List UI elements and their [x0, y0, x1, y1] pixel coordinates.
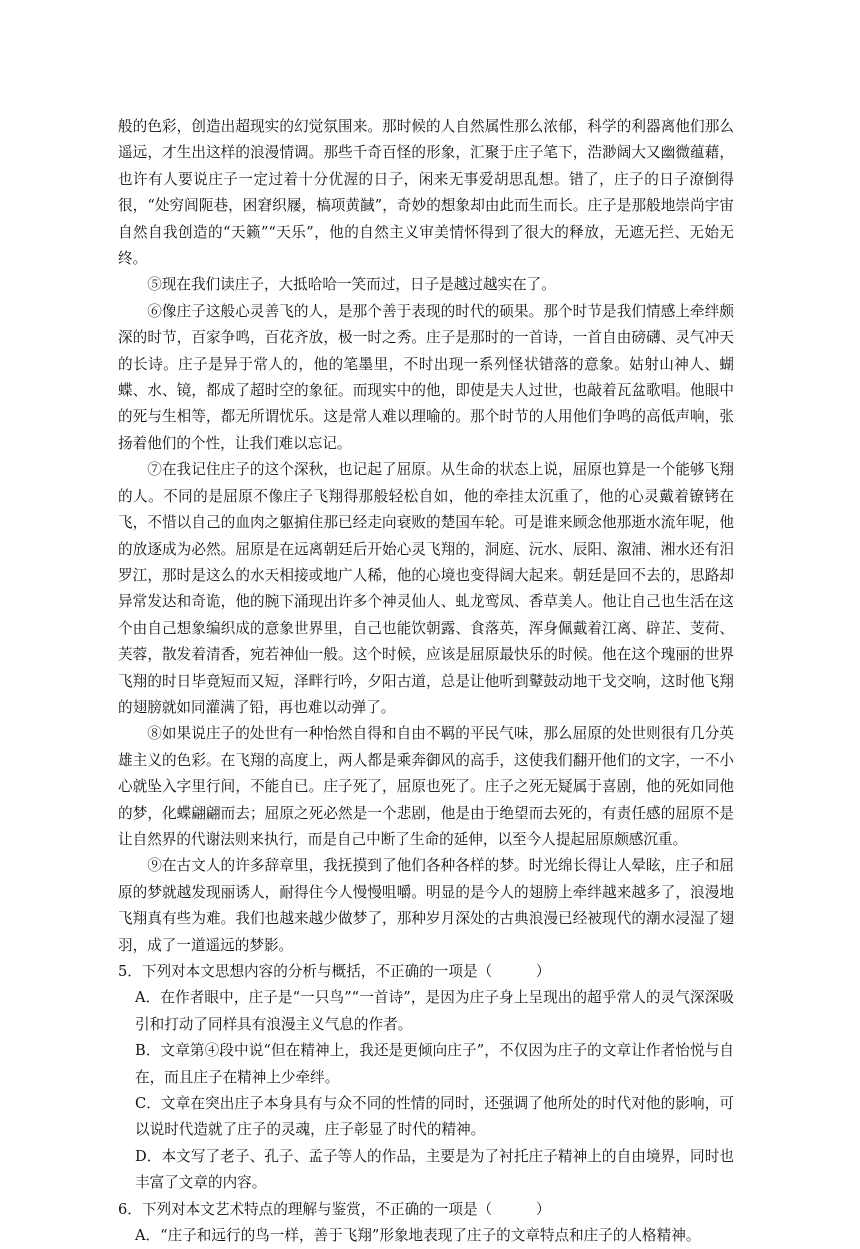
paragraph-9: ⑨在古文人的许多辞章里，我抚摸到了他们各种各样的梦。时光绵长得让人晕眩，庄子和屈原的梦就越发现丽诱人，耐得住今人慢慢咀嚼。明显的是今人的翅膀上牵绊越来越多了，浪漫地飞翔真有些为难。我们也越来越少做梦了，那种岁月深处的古典浪漫已经被现代的潮水浸湿了翅羽，成了一道遥远的梦影。: [118, 857, 734, 954]
question-stem: 6．下列对本文艺术特点的理解与鉴赏，不正确的一项是（ ）: [118, 1200, 551, 1218]
option-a: A．“庄子和远行的鸟一样，善于飞翔”形象地表现了庄子的文章特点和庄子的人格精神。: [135, 1227, 701, 1245]
option-b: B．文章第④段中说“但在精神上，我还是更倾向庄子”，不仅因为庄子的文章让作者怡悦与自在，而且庄子在精神上少牵绊。: [135, 1042, 734, 1086]
paragraph-8: ⑧如果说庄子的处世有一种怡然自得和自由不羁的平民气味，那么屈原的处世则很有几分英雄主义的色彩。在飞翔的高度上，两人都是乘奔御风的高手，这使我们翻开他们的文字，一不小心就坠入字里行间，不能自已。庄子死了，屈原也死了。庄子之死无疑属于喜剧，他的死如同他的梦，化蝶翩翩而去；屈原之死必然是一个悲剧，他是由于绝望而去死的，有责任感的屈原不是让自然界的代谢法则来执行，而是自己中断了生命的延伸，以至今人提起屈原颇感沉重。: [118, 725, 734, 848]
option-d: D．本文写了老子、孔子、孟子等人的作品，主要是为了衬托庄子精神上的自由境界，同时也丰富了文章的内容。: [135, 1147, 734, 1192]
option-a: A．在作者眼中，庄子是“一只鸟”“一首诗”，是因为庄子身上呈现出的超乎常人的灵气深深吸引和打动了同样具有浪漫主义气息的作者。: [135, 989, 734, 1033]
paragraph-4-continued: 般的色彩，创造出超现实的幻觉氛围来。那时候的人自然属性那么浓郁，科学的利器离他们那么遥远，才生出这样的浪漫情调。那些千奇百怪的形象，汇聚于庄子笔下，浩渺阔大又幽微蕴藉，也许有人要说庄子一定过着十分优渥的日子，闲来无事爱胡思乱想。错了，庄子的日子潦倒得很，“处穷闾阨巷，困窘织屦，槁项黄馘”，奇妙的想象却由此而生而长。庄子是那般地崇尚宇宙自然自我创造的“天籁”“天乐”，他的自然主义审美情怀得到了很大的释放，无遮无拦、无始无终。: [118, 118, 734, 268]
paragraph-7: ⑦在我记住庄子的这个深秋，也记起了屈原。从生命的状态上说，屈原也算是一个能够飞翔的人。不同的是屈原不像庄子飞翔得那般轻松自如，他的牵挂太沉重了，他的心灵戴着镣铐在飞，不惜以自己的血肉之躯掮住那已经走向衰败的楚国车轮。可是谁来顾念他那逝水流年呢，他的放逐成为必然。屈原是在远离朝廷后开始心灵飞翔的，洞庭、沅水、辰阳、溆浦、湘水还有汨罗江，那时是这么的水天相接或地广人稀，他的心境也变得阔大起来。朝廷是回不去的，思路却异常发达和奇诡，他的腕下涌现出许多个神灵仙人、虬龙鸾凤、香草美人。他让自己也生活在这个由自己想象编织成的意象世界里，自己也能饮朝露、食落英，浑身佩戴着江离、辟芷、芰荷、芙蓉，散发着清香，宛若神仙一般。这个时候，应该是屈原最快乐的时候。他在这个瑰丽的世界飞翔的时日毕竟短而又短，泽畔行吟，夕阳古道，总是让他听到鼙鼓动地干戈交响，这时他飞翔的翅膀就如同灌满了铅，再也难以动弹了。: [118, 461, 734, 716]
question-6: [118, 1197, 734, 1249]
paragraph-5: ⑤现在我们读庄子，大抵哈哈一笑而过，日子是越过越实在了。: [147, 276, 556, 294]
paragraph-6: ⑥像庄子这般心灵善飞的人，是那个善于表现的时代的硕果。那个时节是我们情感上牵绊颇深的时节，百家争鸣，百花齐放，极一时之秀。庄子是那时的一首诗，一首自由磅礴、灵气冲天的长诗。庄子是异于常人的，他的笔墨里，不时出现一系列怪状错落的意象。姑射山神人、蝴蝶、水、镜，都成了超时空的象征。而现实中的他，即使是夫人过世，也敲着瓦盆歌唱。他眼中的死与生相等，都无所谓忧乐。这是常人难以理喻的。那个时节的人用他们争鸣的高低声响，张扬着他们的个性，让我们难以忘记。: [118, 302, 734, 452]
option-c: C．文章在突出庄子本身具有与众不同的性情的同时，还强调了他所处的时代对他的影响，可以说时代造就了庄子的灵魂，庄子彰显了时代的精神。: [135, 1095, 734, 1139]
question-stem: 5．下列对本文思想内容的分析与概括，不正确的一项是（ ）: [118, 963, 551, 980]
question-5: [118, 959, 734, 1197]
document-page: [118, 114, 734, 1249]
